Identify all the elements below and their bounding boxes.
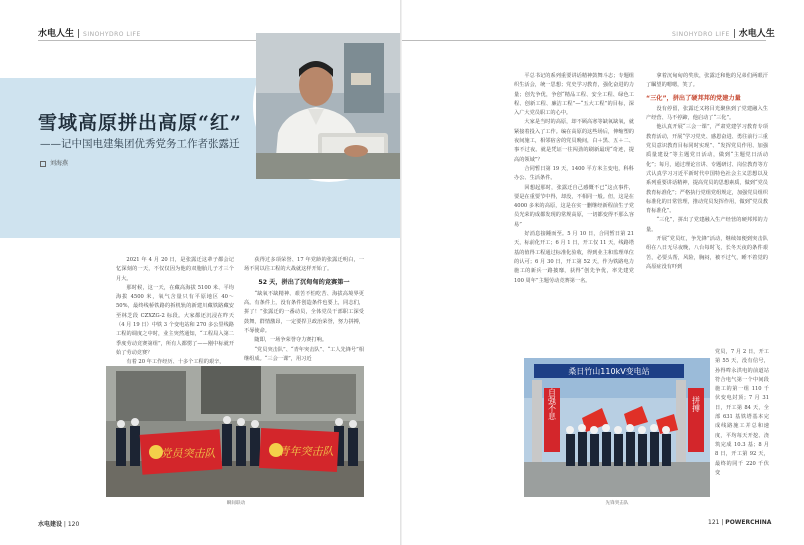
- portrait-photo: [253, 30, 405, 182]
- footer-magazine: 水电建设: [38, 521, 63, 528]
- paragraph: 合同暂日第 19 天，1400 平方米主变电，科科办公、生活条件。: [514, 165, 634, 182]
- section-label: 水电人生: [38, 29, 75, 39]
- page-number-left: 120: [67, 521, 80, 528]
- banner-left-text: 党员突击队: [160, 447, 216, 460]
- article-title: 雪域高原拼出高原“红”: [38, 112, 242, 134]
- footer-brand: POWERCHINA: [725, 519, 772, 526]
- paragraph: “三化”，拼出了党建融入生产经营的硬邦邦的力量。: [646, 217, 768, 233]
- paragraph: 党员，7 月 2 日，开工第 55 天，没有信号，孙得哞永洪电的前道站符合电气第一个中间段施工的第一组 110 千伏变电封顶；7 月 31 日，开工第 84 天，全部 631 基铁塔基本完成线路施工并总和速度，平均每天开挖、浇筑完成 10.3 基；8 月 8 日，开工第 92 天，最终的同千 220 千伏变: [715, 349, 769, 476]
- paragraph: 获得过多项荣誉、17 年党龄的张露迁明白，一场不同以往工程的大战就这样开始了。: [244, 257, 364, 273]
- paragraph: 那时候，这一天，在藏高海拔 5100 米、平均海拔 4500 米，氧气含量只有平原地区 40～50%，最终线桥铁路的拆机轨的新建川藏铁路藏安至林芝段 CZXZG-2 标段。大家都还沉浸在昨天（4 月 19 日）中铁 3 个变电站和 270 多公里线路工程的调度之中时，业主突然通知，“工程局入第二季度劳动竞赛第组”，所有人都愣了——刚中标就开始了劳动竞赛？: [116, 284, 234, 356]
- right-footer: 121 | POWERCHINA: [708, 519, 772, 526]
- paragraph: 有着 20 年工作经历、十多个工程的艰辛，: [126, 359, 225, 366]
- article-subtitle: ——记中国电建集团优秀党务工作者张露迁: [40, 138, 240, 150]
- paragraph: 好消息接踵而至。5 月 10 日，合同暂日第 21 天，标前化开工；6 月 1 日，开工仅 11 天，线路塔基的值得工程通过标准化验收，得到业主和监理单位的认可；6 月 30 日，开工第 52 天，作为铁路电力施工的新兵一路披靡，获得“创先争优，率先建党 100 周年”主题劳动竞赛第一名。: [514, 231, 635, 284]
- right-page: [402, 0, 804, 545]
- section-heading-1: 52 天，拼出了沉甸甸的竞赛第一: [258, 278, 350, 286]
- author-name: 刘海燕: [50, 160, 69, 167]
- header-rule: [402, 40, 766, 41]
- left-header: [38, 26, 141, 39]
- paragraph: 随即，一场争荣誉夺力赛打响。: [254, 337, 328, 344]
- paragraph: 2021 年 4 月 20 日，是张露迁这辈子都会记忆深刻的一天，不仅仅因为他的双胞胎儿子才三个月大。: [116, 257, 234, 282]
- right-header: [672, 26, 775, 39]
- author-marker: [40, 161, 46, 167]
- sign-left-text: 自强不息: [547, 388, 557, 420]
- left-footer: 水电建设 | 120: [38, 521, 80, 528]
- team-banner-photo: [106, 366, 364, 497]
- section-en: SINOHYDRO LIFE: [672, 31, 730, 38]
- paragraph: “党员突击队”、“青年突击队”、“工人先锋号”相继组成。“三会一课”，用习近: [244, 346, 364, 362]
- paragraph: 开展“党员红，争先锋”活动，继续如便到突击队组在八日无尽夜晚，八台每时飞，长冬天夜的条件艰苦，必要头帮，风险，胸闷，被不过气，睡不着觉的高原症没有吓到: [646, 236, 768, 270]
- paragraph: “缺氧不缺精神、艰苦不怕吃苦、海拔高境界更高。有条件上，没有条件创造条件也要上，同志们，拼了！”张露迁的一番动员，全体党员干部职工深受鼓舞，群情激昂，一定要捍卫政治荣誉，努力拼搏，不辱使命。: [244, 290, 364, 335]
- substation-team-photo: [524, 358, 710, 497]
- section-label: 水电人生: [738, 29, 775, 39]
- body-column-4-continued: [715, 348, 769, 508]
- paragraph: 大家是当时的高原，却不顾高寒等缺氧缺氧，就紧接着投入了工作。编在高原的这些场后，伸缩塑的夜间施工，相邻宿舍的党员晚间，白＋黑、五＋二、事不过夜。就是凭证一往闯劲的刷新最现“奇迹，提高的领域”？: [514, 119, 634, 163]
- body-column-4: [646, 72, 768, 348]
- banner-right-text: 青年突击队: [278, 445, 334, 458]
- body-column-3: [514, 72, 634, 332]
- paragraph: 没有停留，张露迁又将目光聚焦到了党建融入生产经营、马不停蹄，他启动了“三化”。: [646, 105, 768, 122]
- page-number-right: 121: [708, 519, 720, 526]
- sign-right-text: 拼搏: [691, 396, 701, 412]
- body-column-1: [116, 256, 234, 366]
- paragraph: 平总书记的系列重要讲话精神鼓舞斗志；专题组织生活会，统一思想；党史学习教育，强化奋进的力量；创先争优，争创“精品工程、安全工程、绿色工程、创新工程、廉洁工程”—“五大工程”的目标，深入广大党员职工的心中。: [514, 73, 634, 117]
- paragraph: 回想起那时，张露迁自己感慨不已“这点事件，要是在重要节中得，却没，不相同一般。但，这是在 4000 多米的高原，这是在实一删继经新程前生子党员光荣的成都发现的常规高原，一切都变得不那么容易”: [514, 184, 634, 228]
- section-heading-2: “三化”，拼出了硬邦邦的党建力量: [646, 94, 741, 102]
- photo-caption-left: 瞬间联动: [226, 501, 246, 506]
- section-en: SINOHYDRO LIFE: [83, 31, 141, 38]
- author-line: [40, 158, 68, 167]
- station-sign-text: 桑日竹山110kV变电站: [568, 367, 650, 376]
- paragraph: 拿着沉甸甸的奖状，张露迁和他的兄弟们两眼汗了瞩望的嗯嗯，笑了。: [646, 73, 768, 89]
- paragraph: 他认真开展“三会一课”，严肃党建学习教育专项教育活动，开展“学习党史、感恩奋进、勇往前行三重党员意识教育目标同时实现”、“发挥党员作用、加强质量建设”等主题党日活动，做到“主题党日活动化”；每月，通过理论宣讲、专题研讨、岗位教育等方式认真学习习近平新时代中国特色社会主义思想以及系列重要讲话精神，提高党员的思想素质，做到“党员教育标准化”；严格执行党组党组规定，加强党员组织标准化的日常管理，推动党员发挥作用，做到“党员教育标准化”。: [646, 124, 768, 215]
- photo-caption-right: 先锋突击队: [605, 501, 629, 506]
- body-column-2: [244, 256, 364, 362]
